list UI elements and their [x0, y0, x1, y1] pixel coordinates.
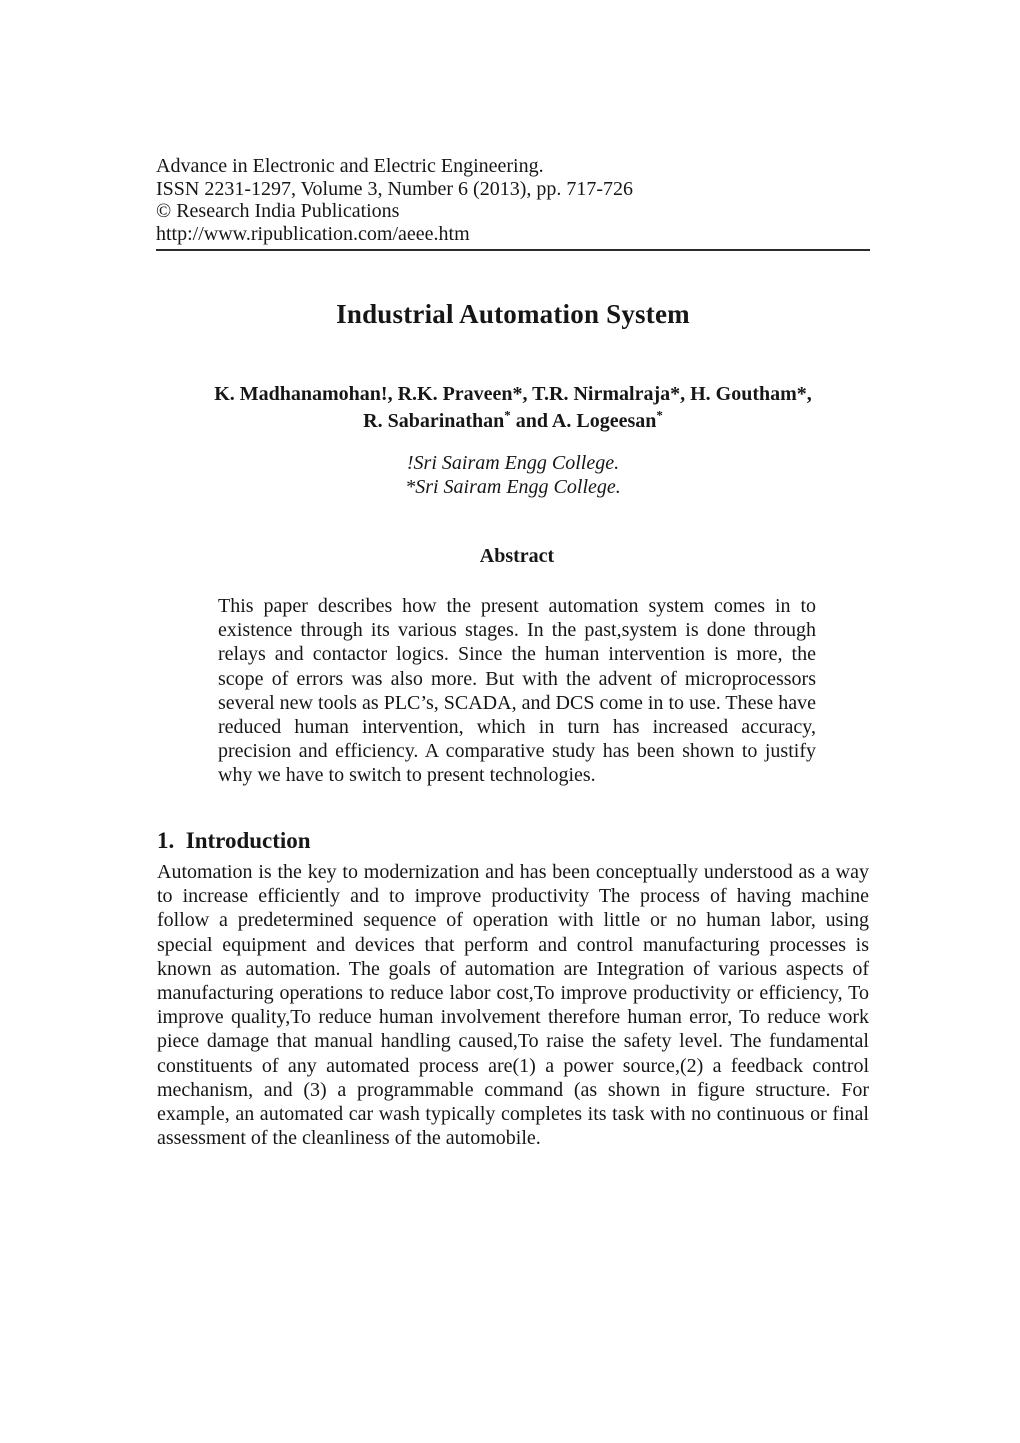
abstract-heading: Abstract: [479, 545, 555, 567]
affiliation-line-1: !Sri Sairam Engg College.: [406, 452, 620, 474]
journal-url: http://www.ripublication.com/aeee.htm: [156, 222, 470, 245]
authors-line-1: K. Madhanamohan!, R.K. Praveen*, T.R. Nirmalraja*, H. Goutham*,: [214, 383, 812, 405]
journal-name: Advance in Electronic and Electric Engineering.: [156, 155, 544, 177]
journal-header: [156, 155, 870, 251]
abstract-text: This paper describes how the present automation system comes in to existence through its various stages. In the past,system is done through relays and contactor logics. Since the human intervention is more, the scope of errors was also more. But with the advent of microprocessors several new tools as PLC’s, SCADA, and DCS come in to use. These have reduced human intervention, which in turn has increased accuracy, precision and efficiency. A comparative study has been shown to justify why we have to switch to present technologies.: [218, 595, 816, 787]
paper-title: Industrial Automation System: [336, 299, 690, 329]
affiliation-line-2: *Sri Sairam Engg College.: [405, 476, 621, 498]
authors: [107, 381, 919, 435]
affiliations: [157, 451, 869, 499]
section-heading-introduction: 1. Introduction: [157, 828, 311, 853]
author-affiliation-marker: *: [656, 407, 663, 423]
journal-issn-volume: ISSN 2231-1297, Volume 3, Number 6 (2013), pp. 717-726: [156, 177, 634, 200]
introduction-text: Automation is the key to modernization and has been conceptually understood as a way to increase efficiently and to improve productivity The process of having machine follow a predetermined sequence of operation with little or no human labor, using special equipment and devices that perform and control manufacturing processes is known as automation. The goals of automation are Integration of various aspects of manufacturing operations to reduce labor cost,To improve productivity or efficiency, To improve quality,To reduce human involvement therefore human error, To reduce work piece damage that manual handling caused,To raise the safety level. The fundamental constituents of any automated process are(1) a power source,(2) a feedback control mechanism, and (3) a programmable command (as shown in figure structure. For example, an automated car wash typically completes its task with no continuous or final assessment of the cleanliness of the automobile.: [157, 861, 869, 1150]
authors-line-2: [107, 408, 919, 435]
journal-copyright: © Research India Publications: [156, 200, 400, 222]
author-name: and A. Logeesan: [510, 410, 657, 432]
author-affiliation-marker: *: [504, 407, 511, 423]
author-name: R. Sabarinathan: [363, 410, 505, 432]
